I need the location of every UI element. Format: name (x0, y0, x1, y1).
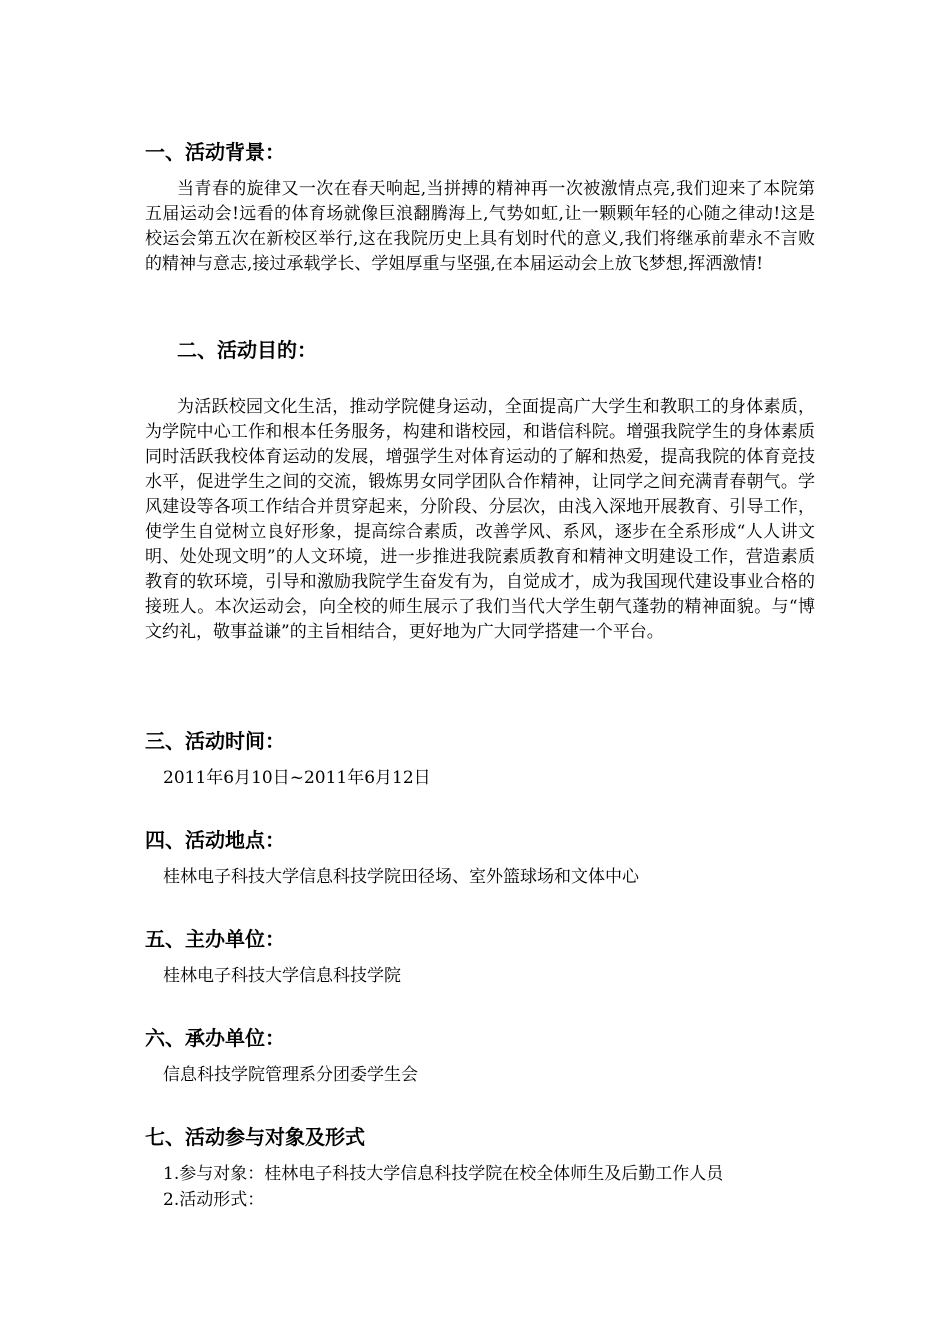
section-body-purpose: 为活跃校园文化生活，推动学院健身运动，全面提高广大学生和教职工的身体素质，为学院中心工作和根本任务服务，构建和谐校园，和谐信科院。增强我院学生的身体素质同时活跃我校体育运动的发展，增强学生对体育运动的了解和热爱，提高我院的体育竞技水平，促进学生之间的交流，锻炼男女同学团队合作精神，让同学之间充满青春朝气。学风建设等各项工作结合并贯穿起来，分阶段、分层次，由浅入深地开展教育、引导工作，使学生自觉树立良好形象，提高综合素质，改善学风、系风，逐步在全系形成“人人讲文明、处处现文明”的人文环境，进一步推进我院素质教育和精神文明建设工作，营造素质教育的软环境，引导和激励我院学生奋发有为，自觉成才，成为我国现代建设事业合格的接班人。本次运动会，向全校的师生展示了我们当代大学生朝气蓬勃的精神面貌。与“博文约礼，敬事益谦”的主旨相结合，更好地为广大同学搭建一个平台。 (145, 397, 815, 642)
section-heading-time: 三、活动时间： (145, 729, 285, 753)
section-body-organizer: 桂林电子科技大学信息科技学院 (163, 966, 401, 986)
section-heading-executor: 六、承办单位： (145, 1026, 285, 1050)
section-heading-purpose: 二、活动目的： (177, 338, 317, 362)
list-item-format: 2.活动形式： (163, 1190, 265, 1210)
section-heading-location: 四、活动地点： (145, 828, 285, 852)
section-body-background: 当青春的旋律又一次在春天响起,当拼搏的精神再一次被激情点亮,我们迎来了本院第五届运动会!远看的体育场就像巨浪翻腾海上,气势如虹,让一颗颗年轻的心随之律动!这是校运会第五次在新校区举行,这在我院历史上具有划时代的意义,我们将继承前辈永不言败的精神与意志,接过承载学长、学姐厚重与坚强,在本届运动会上放飞梦想,挥洒激情! (145, 179, 815, 274)
section-body-executor: 信息科技学院管理系分团委学生会 (163, 1065, 418, 1085)
section-body-time: 2011年6月10日~2011年6月12日 (163, 768, 431, 788)
section-heading-background: 一、活动背景： (145, 140, 285, 164)
section-body-location: 桂林电子科技大学信息科技学院田径场、室外篮球场和文体中心 (163, 867, 639, 887)
section-heading-participants: 七、活动参与对象及形式 (145, 1125, 365, 1149)
list-item-participants: 1.参与对象：桂林电子科技大学信息科技学院在校全体师生及后勤工作人员 (163, 1164, 724, 1184)
section-heading-organizer: 五、主办单位： (145, 927, 285, 951)
